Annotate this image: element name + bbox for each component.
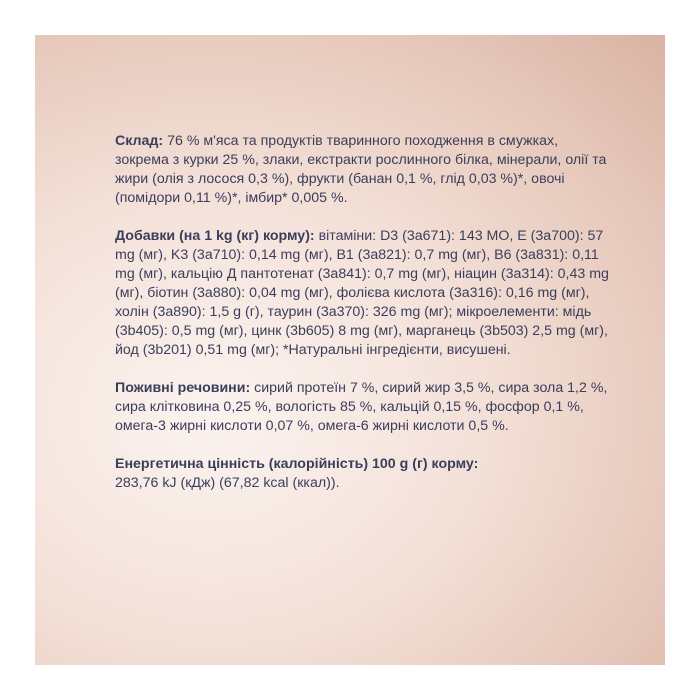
additives-heading: Добавки (на 1 kg (кг) корму): bbox=[115, 228, 315, 244]
energy-text: 283,76 kJ (кДж) (67,82 kcal (ккал)). bbox=[115, 475, 340, 491]
nutrients-section bbox=[115, 379, 615, 436]
additives-section bbox=[115, 227, 615, 360]
background-panel bbox=[35, 35, 665, 665]
composition-section bbox=[115, 132, 615, 208]
label-text-content bbox=[115, 132, 615, 493]
additives-text: вітаміни: D3 (3a671): 143 МО, E (3a700): 57 mg (мг), K3 (3a710): 0,14 mg (мг), B1 (3a821): 0,7 mg (мг), B6 (3a831): 0,11 mg (мг), кальцію Д пантотенат (3a841): 0,7 mg (мг), ніацин (3a314): 0,43 mg (мг), біотин (3a880): 0,04 mg (мг), фолієва кислота (3a316): 0,16 mg (мг), холін (3a890): 1,5 g (г), таурин (3a370): 326 mg (мг); мікроелементи: мідь (3b405): 0,5 mg (мг), цинк (3b605) 8 mg (мг), марганець (3b503) 2,5 mg (мг), йод (3b201) 0,51 mg (мг); *Натуральні інгредієнти, висушені. bbox=[115, 228, 609, 358]
energy-section bbox=[115, 455, 615, 493]
composition-text: 76 % м'яса та продуктів тваринного походження в смужках, зокрема з курки 25 %, злаки, екстракти рослинного білка, мінерали, олії та жири (олія з лосося 0,3 %), фрукти (банан 0,1 %, глід 0,03 %)*, овочі (помідори 0,11 %)*, імбир* 0,005 %. bbox=[115, 133, 607, 206]
nutrients-text: сирий протеїн 7 %, сирий жир 3,5 %, сира зола 1,2 %, сира клітковина 0,25 %, вологість 85 %, кальцій 0,15 %, фосфор 0,1 %, омега-3 жирні кислоти 0,07 %, омега-6 жирні кислоти 0,5 %. bbox=[115, 380, 608, 434]
composition-heading: Склад: bbox=[115, 133, 164, 149]
nutrients-heading: Поживні речовини: bbox=[115, 380, 251, 396]
energy-heading: Енергетична цінність (калорійність) 100 g (г) корму: bbox=[115, 456, 479, 472]
